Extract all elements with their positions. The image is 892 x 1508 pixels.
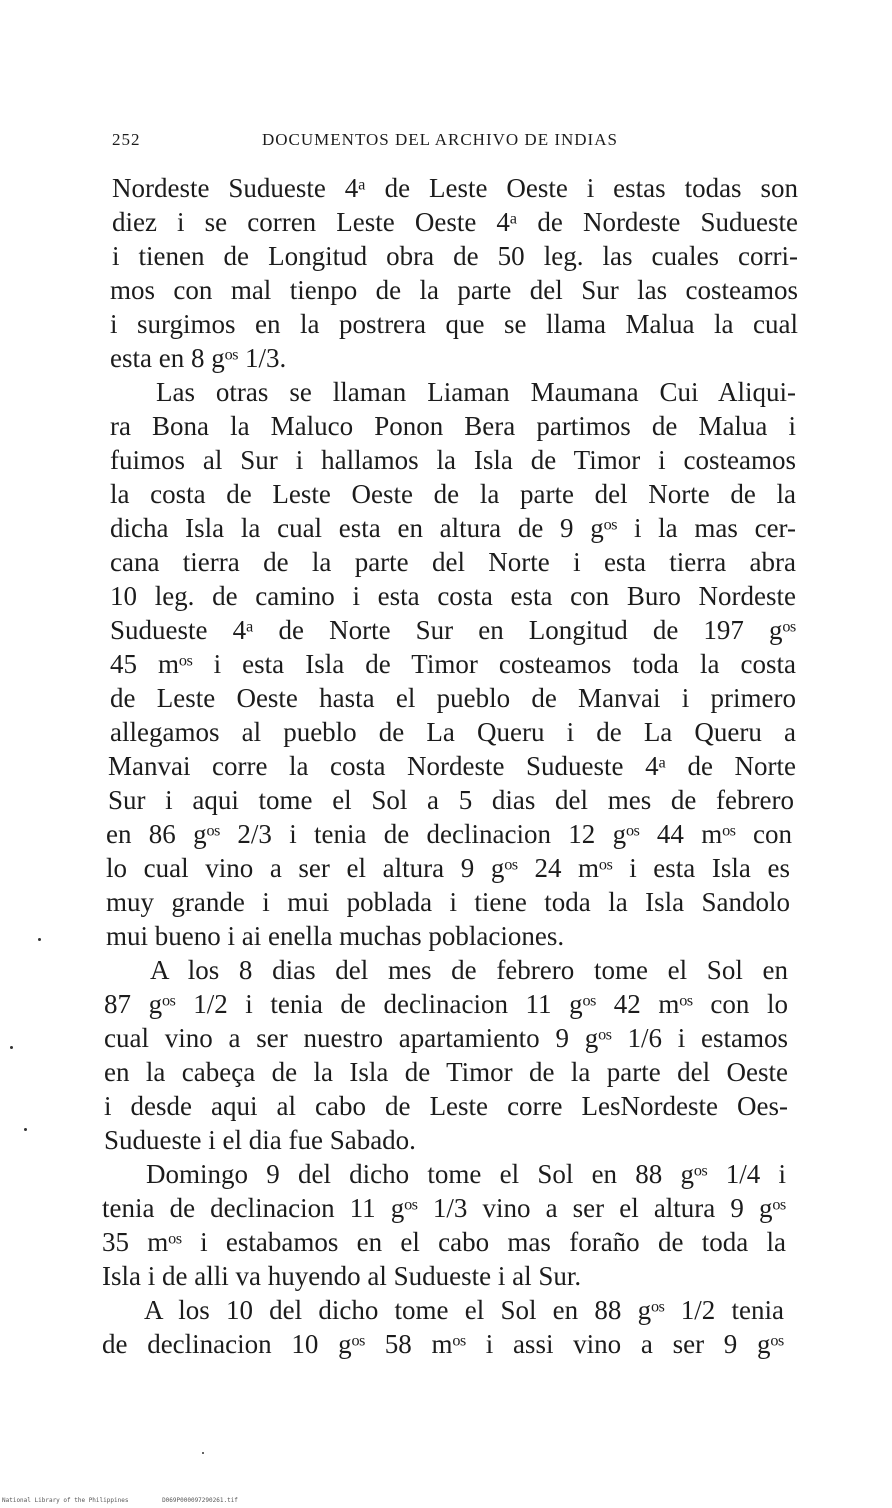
text-line: Manvai corre la costa Nordeste Sudueste 4ᵃ de Norte bbox=[108, 751, 796, 781]
text-line: i tienen de Longitud obra de 50 leg. las cuales corri- bbox=[112, 241, 798, 271]
text-line: la costa de Leste Oeste de la parte del Norte de la bbox=[110, 479, 796, 509]
text-line: tenia de declinacion 11 gᵒˢ 1/3 vino a ser el altura 9 gᵒˢ bbox=[102, 1193, 786, 1223]
text-line: de declinacion 10 gᵒˢ 58 mᵒˢ i assi vino a ser 9 gᵒˢ bbox=[102, 1329, 784, 1359]
text-line: 87 gᵒˢ 1/2 i tenia de declinacion 11 gᵒˢ 42 mᵒˢ con lo bbox=[104, 989, 788, 1019]
text-line: cana tierra de la parte del Norte i esta tierra abra bbox=[110, 547, 796, 577]
text-line: mos con mal tienpo de la parte del Sur las costeamos bbox=[110, 275, 798, 305]
scan-footer bbox=[2, 1497, 268, 1504]
text-line: mui bueno i ai enella muchas poblaciones. bbox=[106, 921, 565, 951]
text-line: cual vino a ser nuestro apartamiento 9 gᵒˢ 1/6 i estamos bbox=[104, 1023, 788, 1053]
text-line: A los 10 del dicho tome el Sol en 88 gᵒˢ 1/2 tenia bbox=[144, 1295, 784, 1325]
text-line: esta en 8 gᵒˢ 1/3. bbox=[110, 343, 287, 373]
text-line: lo cual vino a ser el altura 9 gᵒˢ 24 mᵒˢ i esta Isla es bbox=[106, 853, 790, 883]
text-line: 35 mᵒˢ i estabamos en el cabo mas foraño de toda la bbox=[102, 1227, 786, 1257]
text-line: Isla i de alli va huyendo al Sudueste i al Sur. bbox=[102, 1261, 582, 1291]
text-line: i surgimos en la postrera que se llama Malua la cual bbox=[110, 309, 798, 339]
text-line: 10 leg. de camino i esta costa esta con Buro Nordeste bbox=[110, 581, 796, 611]
text-line: Las otras se llaman Liaman Maumana Cui Aliqui- bbox=[156, 377, 796, 407]
library-credit: National Library of the Philippines bbox=[2, 1497, 129, 1504]
text-line: dicha Isla la cual esta en altura de 9 gᵒˢ i la mas cer- bbox=[110, 513, 796, 543]
text-line: de Leste Oeste hasta el pueblo de Manvai i primero bbox=[110, 683, 796, 713]
scan-speck bbox=[38, 938, 41, 941]
text-line: ra Bona la Maluco Ponon Bera partimos de Malua i bbox=[110, 411, 796, 441]
text-line: Nordeste Sudueste 4ᵃ de Leste Oeste i estas todas son bbox=[112, 173, 798, 203]
text-line: en 86 gᵒˢ 2/3 i tenia de declinacion 12 gᵒˢ 44 mᵒˢ con bbox=[106, 819, 792, 849]
scan-speck bbox=[202, 1452, 204, 1454]
file-name: D069P000097290261.tif bbox=[162, 1497, 238, 1504]
text-line: A los 8 dias del mes de febrero tome el Sol en bbox=[150, 955, 788, 985]
page-header bbox=[112, 126, 652, 156]
text-line: Domingo 9 del dicho tome el Sol en 88 gᵒˢ 1/4 i bbox=[146, 1159, 786, 1189]
text-line: Sur i aqui tome el Sol a 5 dias del mes de febrero bbox=[108, 785, 794, 815]
text-line: Sudueste 4ᵃ de Norte Sur en Longitud de 197 gᵒˢ bbox=[110, 615, 796, 645]
text-line: diez i se corren Leste Oeste 4ᵃ de Nordeste Sudueste bbox=[112, 207, 798, 237]
text-line: en la cabeça de la Isla de Timor de la parte del Oeste bbox=[104, 1057, 788, 1087]
text-line: muy grande i mui poblada i tiene toda la Isla Sandolo bbox=[106, 887, 790, 917]
text-line: i desde aqui al cabo de Leste corre LesNordeste Oes- bbox=[104, 1091, 788, 1121]
text-line: Sudueste i el dia fue Sabado. bbox=[104, 1125, 416, 1155]
text-line: allegamos al pueblo de La Queru i de La Queru a bbox=[110, 717, 796, 747]
running-title: DOCUMENTOS DEL ARCHIVO DE INDIAS bbox=[262, 130, 618, 149]
text-line: fuimos al Sur i hallamos la Isla de Timor i costeamos bbox=[110, 445, 796, 475]
scan-speck bbox=[10, 1046, 13, 1049]
page-number: 252 bbox=[112, 130, 141, 149]
text-line: 45 mᵒˢ i esta Isla de Timor costeamos toda la costa bbox=[110, 649, 796, 679]
scan-speck bbox=[24, 1128, 27, 1131]
